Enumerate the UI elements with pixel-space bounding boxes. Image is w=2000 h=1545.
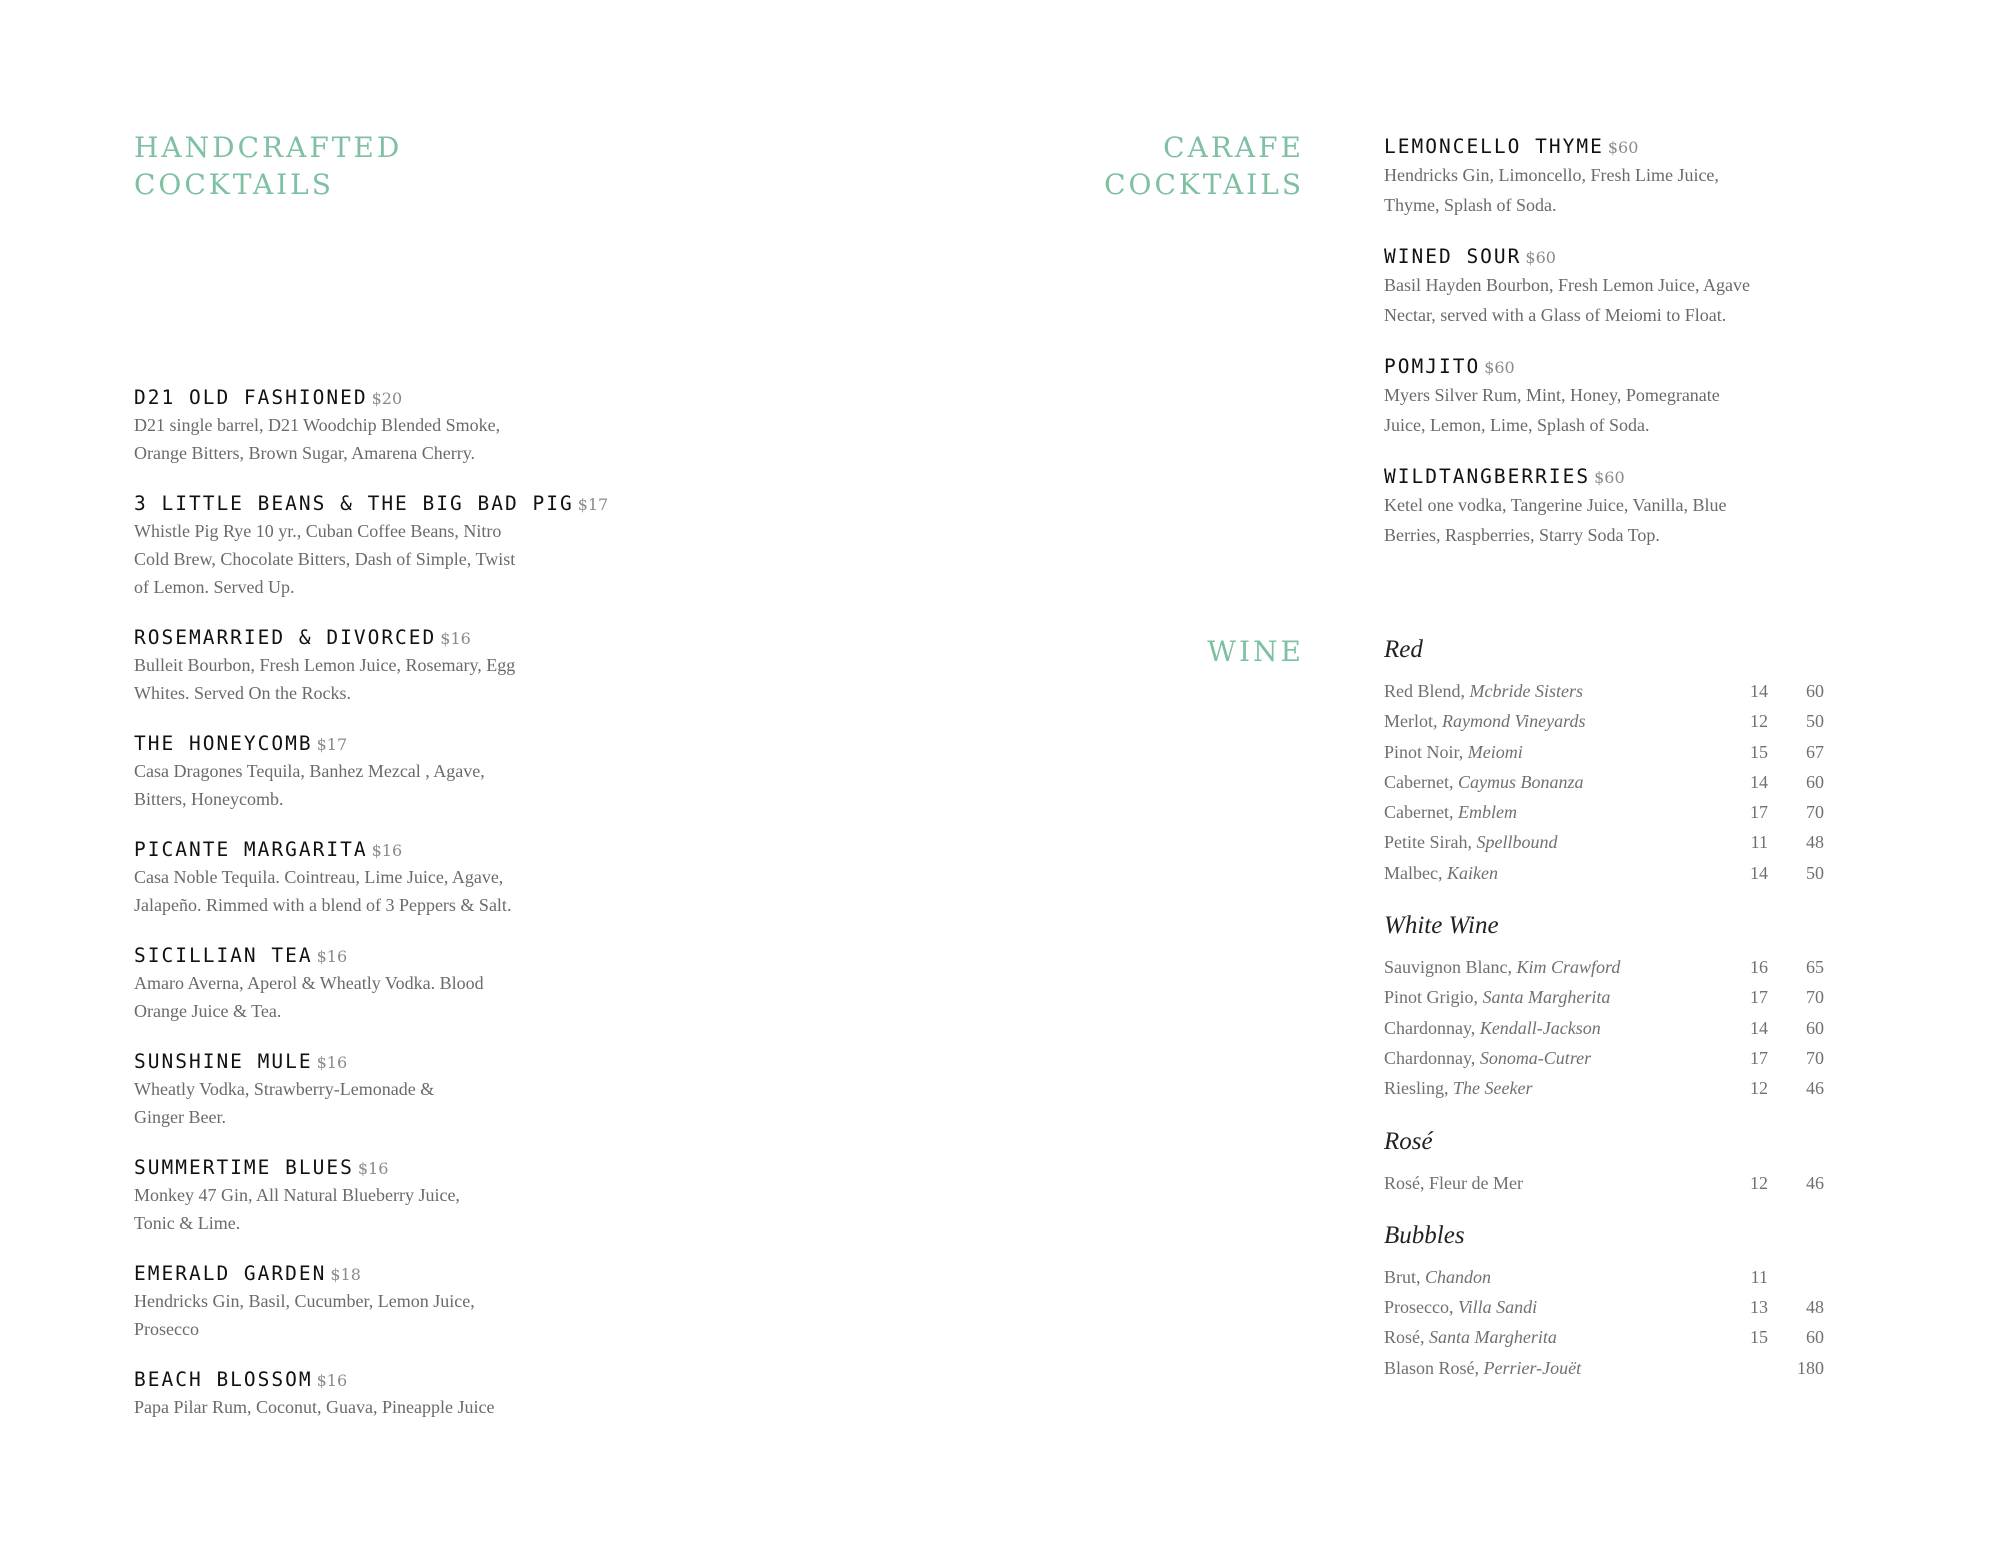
menu-item-title: [134, 942, 654, 969]
drink-description: [134, 969, 654, 1025]
wine-glass-price: 17: [1750, 987, 1768, 1008]
wine-bottle-price: 60: [1806, 771, 1824, 792]
menu-item: [134, 730, 654, 813]
drink-price: $17: [577, 495, 609, 514]
wine-name: [1384, 1073, 1532, 1103]
description-line: Whistle Pig Rye 10 yr., Cuban Coffee Beans, Nitro: [134, 521, 502, 541]
wine-row: [1384, 1292, 1844, 1322]
drink-description: [134, 517, 654, 601]
wine-name: [1384, 1292, 1537, 1322]
wine-row: [1384, 1262, 1844, 1292]
wine-bottle-price: 60: [1806, 1327, 1824, 1348]
menu-item: [134, 1260, 654, 1343]
wine-bottle-price: 67: [1806, 741, 1824, 762]
wine-varietal: Pinot Grigio,: [1384, 987, 1479, 1008]
wine-bottle-price: 46: [1806, 1078, 1824, 1099]
wine-varietal: Prosecco,: [1384, 1297, 1454, 1318]
wine-row: [1384, 797, 1844, 827]
heading-line: CARAFE: [1163, 131, 1304, 164]
drink-price: $16: [316, 1371, 348, 1390]
wine-bottle-price: 60: [1806, 681, 1824, 701]
wine-name: [1384, 1043, 1591, 1073]
drink-name: SUMMERTIME BLUES: [134, 1156, 354, 1179]
wine-name: [1384, 676, 1583, 706]
wine-producer: Spellbound: [1476, 832, 1558, 853]
menu-item: [134, 624, 654, 707]
wine-producer: Meiomi: [1467, 741, 1523, 762]
description-line: Ketel one vodka, Tangerine Juice, Vanilla, Blue: [1384, 495, 1727, 515]
wine-bottle-price: 180: [1797, 1357, 1824, 1378]
description-line: Wheatly Vodka, Strawberry-Lemonade &: [134, 1079, 435, 1099]
menu-item: [134, 836, 654, 919]
drink-price: $16: [357, 1159, 389, 1178]
wine-producer: Santa Margherita: [1429, 1327, 1557, 1348]
wine-glass-price: 15: [1750, 1327, 1768, 1348]
drink-name: SUNSHINE MULE: [134, 1050, 313, 1073]
wine-varietal: Merlot,: [1384, 711, 1438, 732]
drink-description: [134, 411, 654, 467]
wine-name: [1384, 1013, 1601, 1043]
description-line: Berries, Raspberries, Starry Soda Top.: [1384, 525, 1660, 545]
drink-description: [134, 1181, 654, 1237]
wine-section: [1384, 1220, 1844, 1383]
wine-varietal: Rosé, Fleur de Mer: [1384, 1172, 1523, 1193]
wine-section-title: Bubbles: [1384, 1221, 1465, 1249]
wine-glass-price: 15: [1750, 741, 1768, 762]
carafe-cocktails-heading: [1104, 129, 1304, 203]
menu-item-title: [134, 1154, 654, 1181]
drink-name: WINED SOUR: [1384, 245, 1522, 268]
wine-producer: Perrier-Jouët: [1483, 1357, 1582, 1378]
description-line: Casa Dragones Tequila, Banhez Mezcal , Agave,: [134, 761, 485, 781]
drink-price: $60: [1594, 468, 1625, 487]
drink-description: [134, 863, 654, 919]
wine-producer: Santa Margherita: [1482, 987, 1611, 1008]
drink-price: $16: [316, 1053, 348, 1072]
wine-glass-price: 16: [1750, 957, 1768, 978]
wine-varietal: Sauvignon Blanc,: [1384, 957, 1512, 978]
wine-name: [1384, 827, 1558, 857]
drink-name: LEMONCELLO THYME: [1384, 135, 1604, 158]
wine-name: [1384, 982, 1610, 1012]
handcrafted-cocktail-list: [134, 384, 654, 1444]
menu-item-title: [134, 1260, 654, 1287]
wine-producer: Caymus Bonanza: [1457, 771, 1584, 792]
wine-glass-price: 14: [1750, 862, 1768, 883]
drink-price: $60: [1525, 248, 1556, 267]
wine-glass-price: 13: [1750, 1297, 1768, 1318]
wine-row: [1384, 676, 1844, 706]
drink-description: [134, 1393, 654, 1421]
wine-name: [1384, 858, 1498, 888]
wine-producer: Kendall-Jackson: [1479, 1017, 1601, 1038]
wine-heading: WINE: [1207, 635, 1304, 668]
description-line: Papa Pilar Rum, Coconut, Guava, Pineapple Juice: [134, 1397, 495, 1417]
description-line: Basil Hayden Bourbon, Fresh Lemon Juice, Agave: [1384, 275, 1750, 295]
wine-glass-price: 12: [1750, 1078, 1768, 1099]
description-line: Monkey 47 Gin, All Natural Blueberry Juice,: [134, 1185, 460, 1205]
wine-producer: Raymond Vineyards: [1442, 711, 1586, 732]
drink-name: PICANTE MARGARITA: [134, 838, 368, 861]
wine-section-title: White Wine: [1384, 912, 1499, 940]
wine-name: [1384, 1262, 1491, 1292]
drink-description: [134, 1287, 654, 1343]
description-line: Orange Juice & Tea.: [134, 1001, 282, 1021]
drink-name: EMERALD GARDEN: [134, 1262, 327, 1285]
menu-item: [1384, 353, 1884, 440]
wine-glass-price: 12: [1750, 711, 1768, 732]
menu-item: [134, 490, 654, 601]
wine-varietal: Blason Rosé,: [1384, 1357, 1480, 1378]
carafe-cocktail-list: [1384, 133, 1884, 573]
handcrafted-cocktails-heading: [134, 129, 402, 203]
drink-name: 3 LITTLE BEANS & THE BIG BAD PIG: [134, 492, 574, 515]
wine-section: [1384, 634, 1844, 888]
wine-bottle-price: 65: [1806, 957, 1824, 978]
wine-producer: Kim Crawford: [1516, 957, 1621, 978]
wine-bottle-price: 48: [1806, 832, 1824, 853]
wine-section-title: Red: [1384, 636, 1423, 663]
wine-glass-price: 11: [1750, 832, 1768, 853]
drink-price: $60: [1607, 138, 1639, 157]
menu-item: [134, 384, 654, 467]
menu-item-title: [134, 490, 654, 517]
drink-description: [134, 1075, 654, 1131]
menu-item-title: [1384, 243, 1884, 270]
description-line: Bitters, Honeycomb.: [134, 789, 284, 809]
description-line: Bulleit Bourbon, Fresh Lemon Juice, Rosemary, Egg: [134, 655, 516, 675]
wine-name: [1384, 1322, 1557, 1352]
drink-name: D21 OLD FASHIONED: [134, 386, 368, 409]
description-line: Jalapeño. Rimmed with a blend of 3 Peppers & Salt.: [134, 895, 512, 915]
description-line: Whites. Served On the Rocks.: [134, 683, 351, 703]
wine-row: [1384, 737, 1844, 767]
wine-bottle-price: 60: [1806, 1017, 1824, 1038]
menu-item: [134, 1366, 654, 1421]
wine-glass-price: 12: [1750, 1172, 1768, 1193]
wine-row: [1384, 767, 1844, 797]
wine-row: [1384, 1073, 1844, 1103]
menu-item-title: [134, 624, 654, 651]
wine-producer: Chandon: [1425, 1266, 1492, 1287]
wine-bottle-price: 70: [1806, 802, 1824, 823]
wine-producer: Sonoma-Cutrer: [1479, 1047, 1592, 1068]
wine-varietal: Petite Sirah,: [1384, 832, 1472, 853]
wine-section: [1384, 910, 1844, 1103]
description-line: D21 single barrel, D21 Woodchip Blended Smoke,: [134, 415, 501, 435]
drink-name: THE HONEYCOMB: [134, 732, 313, 755]
description-line: Orange Bitters, Brown Sugar, Amarena Cherry.: [134, 443, 476, 463]
wine-glass-price: 11: [1750, 1266, 1768, 1287]
menu-item-title: [1384, 353, 1884, 380]
drink-name: ROSEMARRIED & DIVORCED: [134, 626, 437, 649]
wine-section-title: Rosé: [1384, 1127, 1433, 1155]
wine-glass-price: 14: [1750, 681, 1768, 701]
description-line: Cold Brew, Chocolate Bitters, Dash of Simple, Twist: [134, 549, 516, 569]
menu-item-title: [1384, 463, 1884, 490]
drink-name: SICILLIAN TEA: [134, 944, 313, 967]
menu-item: [134, 1048, 654, 1131]
wine-name: [1384, 767, 1583, 797]
drink-description: [1384, 490, 1884, 550]
menu-item-title: [134, 384, 654, 411]
wine-name: [1384, 952, 1620, 982]
description-line: Ginger Beer.: [134, 1107, 226, 1127]
description-line: Tonic & Lime.: [134, 1213, 241, 1233]
description-line: Amaro Averna, Aperol & Wheatly Vodka. Blood: [134, 973, 484, 993]
wine-varietal: Riesling,: [1384, 1078, 1449, 1099]
wine-varietal: Malbec,: [1384, 862, 1443, 883]
menu-item: [134, 1154, 654, 1237]
wine-varietal: Chardonnay,: [1384, 1047, 1476, 1068]
wine-name: [1384, 706, 1585, 736]
menu-item-title: [134, 1366, 654, 1393]
wine-producer: Villa Sandi: [1457, 1297, 1538, 1318]
description-line: of Lemon. Served Up.: [134, 577, 295, 597]
drink-description: [134, 651, 654, 707]
wine-row: [1384, 706, 1844, 736]
wine-varietal: Pinot Noir,: [1384, 741, 1464, 762]
wine-row: [1384, 1168, 1844, 1198]
description-line: Juice, Lemon, Lime, Splash of Soda.: [1384, 415, 1650, 435]
wine-producer: Kaiken: [1446, 862, 1498, 883]
description-line: Nectar, served with a Glass of Meiomi to Float.: [1384, 305, 1727, 325]
wine-row: [1384, 827, 1844, 857]
description-line: Thyme, Splash of Soda.: [1384, 195, 1557, 215]
drink-description: [1384, 270, 1884, 330]
wine-bottle-price: 50: [1806, 711, 1824, 732]
wine-varietal: Brut,: [1384, 1266, 1421, 1287]
menu-item-title: [1384, 133, 1884, 160]
wine-glass-price: 17: [1750, 802, 1768, 823]
heading-line: HANDCRAFTED: [134, 131, 403, 164]
wine-glass-price: 14: [1750, 771, 1768, 792]
menu-item: [1384, 133, 1884, 220]
wine-producer: Mcbride Sisters: [1469, 681, 1583, 701]
wine-bottle-price: 48: [1806, 1297, 1824, 1318]
wine-producer: Emblem: [1457, 802, 1517, 823]
wine-varietal: Cabernet,: [1384, 771, 1454, 792]
wine-varietal: Chardonnay,: [1384, 1017, 1476, 1038]
wine-varietal: Rosé,: [1384, 1327, 1425, 1348]
wine-varietal: Red Blend,: [1384, 681, 1465, 701]
wine-name: [1384, 1353, 1581, 1383]
menu-item-title: [134, 836, 654, 863]
wine-bottle-price: 50: [1806, 862, 1824, 883]
wine-name: [1384, 737, 1523, 767]
wine-bottle-price: 46: [1806, 1172, 1824, 1193]
drink-name: BEACH BLOSSOM: [134, 1368, 313, 1391]
description-line: Hendricks Gin, Limoncello, Fresh Lime Juice,: [1384, 165, 1719, 185]
drink-name: POMJITO: [1384, 355, 1481, 378]
drink-description: [134, 757, 654, 813]
wine-row: [1384, 952, 1844, 982]
wine-glass-price: 14: [1750, 1017, 1768, 1038]
wine-row: [1384, 1043, 1844, 1073]
drink-description: [1384, 160, 1884, 220]
drink-price: $16: [440, 629, 471, 648]
menu-item-title: [134, 1048, 654, 1075]
description-line: Casa Noble Tequila. Cointreau, Lime Juice, Agave,: [134, 867, 504, 887]
wine-name: [1384, 797, 1517, 827]
wine-producer: The Seeker: [1453, 1078, 1533, 1099]
description-line: Prosecco: [134, 1319, 199, 1339]
description-line: Myers Silver Rum, Mint, Honey, Pomegranate: [1384, 385, 1720, 405]
menu-item: [134, 942, 654, 1025]
wine-varietal: Cabernet,: [1384, 802, 1454, 823]
drink-price: $16: [371, 841, 403, 860]
heading-line: COCKTAILS: [134, 168, 334, 201]
drink-price: $18: [330, 1265, 361, 1284]
wine-row: [1384, 858, 1844, 888]
heading-line: COCKTAILS: [1104, 168, 1304, 201]
drink-name: WILDTANGBERRIES: [1384, 465, 1591, 488]
wine-bottle-price: 70: [1806, 1047, 1824, 1068]
wine-row: [1384, 1322, 1844, 1352]
wine-name: [1384, 1168, 1523, 1198]
wine-section: [1384, 1126, 1844, 1198]
drink-price: $60: [1484, 358, 1515, 377]
drink-description: [1384, 380, 1884, 440]
wine-row: [1384, 982, 1844, 1012]
menu-item: [1384, 463, 1884, 550]
menu-item-title: [134, 730, 654, 757]
wine-row: [1384, 1353, 1844, 1383]
description-line: Hendricks Gin, Basil, Cucumber, Lemon Juice,: [134, 1291, 475, 1311]
drink-price: $20: [371, 389, 403, 408]
menu-item: [1384, 243, 1884, 330]
wine-list: [1384, 634, 1844, 1405]
wine-bottle-price: 70: [1806, 987, 1824, 1008]
wine-row: [1384, 1013, 1844, 1043]
drink-price: $17: [316, 735, 348, 754]
wine-glass-price: 17: [1750, 1047, 1768, 1068]
drink-price: $16: [316, 947, 348, 966]
